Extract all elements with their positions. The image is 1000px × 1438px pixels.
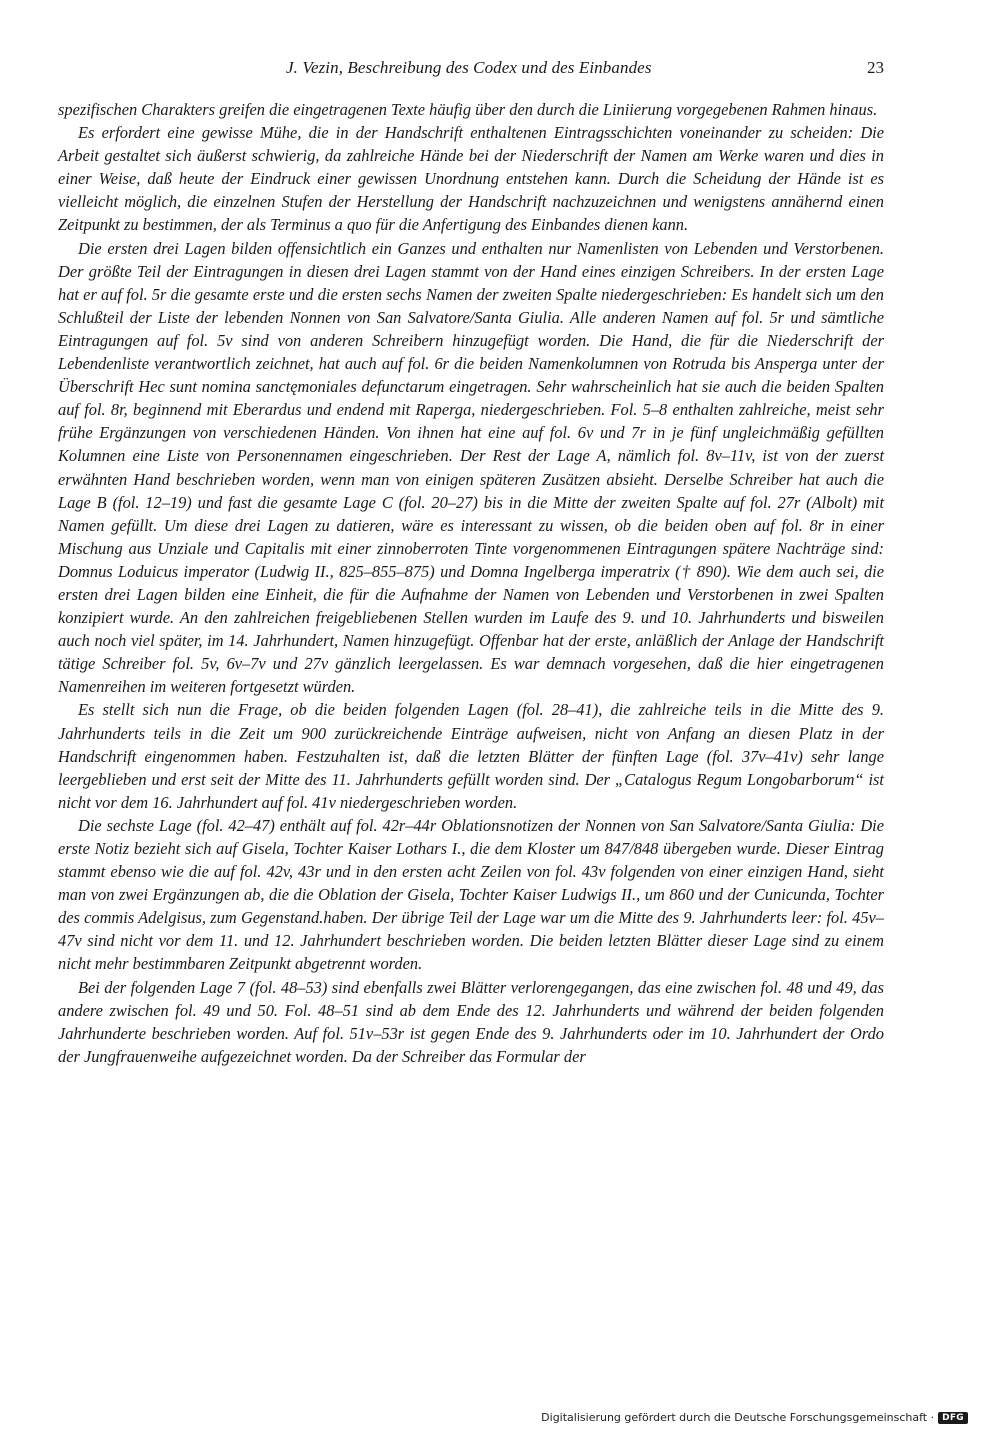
paragraph-2: Es erfordert eine gewisse Mühe, die in der Handschrift enthaltenen Eintragsschichten voneinander zu scheiden: Die Arbeit gestaltet sich äußerst schwierig, da zahlreiche Hände bei der Niederschrift der Namen am Werke waren und dies in einer Weise, daß heute der Eindruck einer gewissen Unordnung entstehen kann. Durch die Scheidung der Hände ist es vielleicht möglich, die einzelnen Stufen der Herstellung der Handschrift nachzuzeichnen und wenigstens annähernd einen Zeitpunkt zu bestimmen, der als Terminus a quo für die Anfertigung des Einbandes dienen kann. [58, 123, 884, 235]
page-number: 23 [867, 58, 884, 77]
paragraph-6: Bei der folgenden Lage 7 (fol. 48–53) sind ebenfalls zwei Blätter verlorengegangen, das eine zwischen fol. 48 und 49, das andere zwischen fol. 49 und 50. Fol. 48–51 sind ab dem Ende des 12. Jahrhunderts und während der beiden folgenden Jahrhunderte beschrieben worden. Auf fol. 51v–53r ist gegen Ende des 9. Jahrhunderts oder im 10. Jahrhundert der Ordo der Jungfrauenweihe aufgezeichnet worden. Da der Schreiber das Formular der [58, 977, 884, 1066]
body-text [58, 98, 884, 1068]
page-header [58, 58, 884, 84]
credit-text: Digitalisierung gefördert durch die Deutsche Forschungsgemeinschaft · [541, 1411, 935, 1424]
running-title: J. Vezin, Beschreibung des Codex und des Einbandes [286, 58, 652, 77]
paragraph-1: spezifischen Charakters greifen die eingetragenen Texte häufig über den durch die Liniierung vorgegebenen Rahmen hinaus. [58, 100, 878, 119]
dfg-logo: DFG [938, 1412, 968, 1424]
digitization-credit [541, 1411, 968, 1424]
paragraph-5: Die sechste Lage (fol. 42–47) enthält auf fol. 42r–44r Oblationsnotizen der Nonnen von San Salvatore/Santa Giulia: Die erste Notiz bezieht sich auf Gisela, Tochter Kaiser Lothars I., die dem Kloster um 847/848 übergeben wurde. Dieser Eintrag stammt ebenso wie die auf fol. 42v, 43r und in den ersten acht Zeilen von fol. 43v folgenden von einer einzigen Hand, sieht man von zwei Ergänzungen ab, die die Oblation der Gisela, Tochter Kaiser Ludwigs II., um 860 und der Cunicunda, Tochter des commis Adelgisus, zum Gegenstand.haben. Der übrige Teil der Lage war um die Mitte des 9. Jahrhunderts leer: fol. 45v–47v sind nicht vor dem 11. und 12. Jahrhundert beschrieben worden. Die beiden letzten Blätter dieser Lage sind zu einem nicht mehr bestimmbaren Zeitpunkt abgetrennt worden. [58, 815, 884, 974]
paragraph-4: Es stellt sich nun die Frage, ob die beiden folgenden Lagen (fol. 28–41), die zahlreiche teils in die Mitte des 9. Jahrhunderts teils in die Zeit um 900 zurückreichende Einträge aufweisen, nicht von Anfang an diesen Platz in der Handschrift eingenommen haben. Festzuhalten ist, daß die letzten Blätter der fünften Lage (fol. 37v–41v) sehr lange leergeblieben und erst seit der Mitte des 11. Jahrhunderts gefüllt worden sind. Der „Catalogus Regum Longobarborum“ ist nicht vor dem 16. Jahrhundert auf fol. 41v niedergeschrieben worden. [58, 700, 884, 812]
paragraph-3: Die ersten drei Lagen bilden offensichtlich ein Ganzes und enthalten nur Namenlisten von Lebenden und Verstorbenen. Der größte Teil der Eintragungen in diesen drei Lagen stammt von der Hand eines einzigen Schreibers. In der ersten Lage hat er auf fol. 5r die gesamte erste und die ersten sechs Namen der zweiten Spalte niedergeschrieben: Es handelt sich um den Schlußteil der Liste der lebenden Nonnen von San Salvatore/Santa Giulia. Alle anderen Namen auf fol. 5r und sämtliche Eintragungen auf fol. 5v sind von anderen Schreibern hinzugefügt worden. Die Hand, die für die Niederschrift der Lebendenliste verantwortlich zeichnet, hat auch auf fol. 6r die beiden Namenkolumnen von Rotruda bis Ansperga unter der Überschrift Hec sunt nomina sanctęmoniales defunctarum eingetragen. Sehr wahrscheinlich hat sie auch die beiden Spalten auf fol. 8r, beginnend mit Eberardus und endend mit Raperga, niedergeschrieben. Fol. 5–8 enthalten zahlreiche, meist sehr frühe Ergänzungen von verschiedenen Händen. Von ihnen hat eine auf fol. 6v und 7r in je fünf ungleichmäßig gefüllten Kolumnen eine Liste von Personennamen eingeschrieben. Der Rest der Lage A, nämlich fol. 8v–11v, ist von der zuerst erwähnten Hand beschrieben worden, wenn man von einigen späteren Zusätzen absieht. Derselbe Schreiber hat auch die Lage B (fol. 12–19) und fast die gesamte Lage C (fol. 20–27) bis in die Mitte der zweiten Spalte auf fol. 27r (Albolt) mit Namen gefüllt. Um diese drei Lagen zu datieren, wäre es interessant zu wissen, ob die beiden oben auf fol. 8r in einer Mischung aus Unziale und Capitalis mit einer zinnoberroten Tinte vorgenommenen Eintragungen spätere Nachträge sind: Domnus Loduicus imperator (Ludwig II., 825–855–875) und Domna Ingelberga imperatrix († 890). Wie dem auch sei, die ersten drei Lagen bilden eine Einheit, die für die Aufnahme der Namen von Lebenden und Verstorbenen in zwei Spalten konzipiert wurde. An den zahlreichen freigebliebenen Stellen wurden im Laufe des 9. und 10. Jahrhunderts und bisweilen auch noch viel später, im 14. Jahrhundert, Namen hinzugefügt. Offenbar hat der erste, anläßlich der Anlage der Handschrift tätige Schreiber fol. 5v, 6v–7v und 27v gänzlich leergelassen. Es war demnach vorgesehen, daß die hier eingetragenen Namenreihen im weiteren fortgesetzt würden. [58, 238, 884, 697]
